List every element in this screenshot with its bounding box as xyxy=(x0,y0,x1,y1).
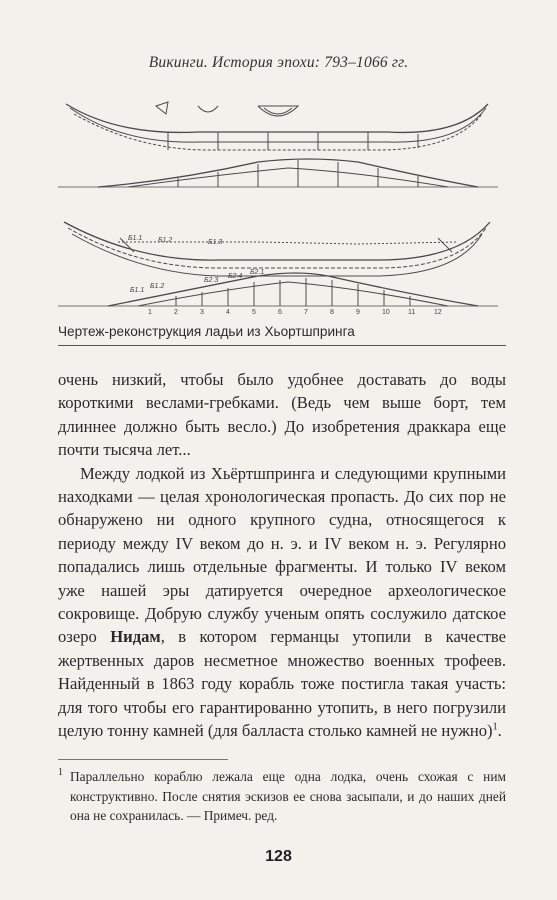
paragraph: очень низкий, чтобы было удобнее доставать до воды короткими веслами-гребками. (Ведь чем выше борт, тем длиннее должно быть весло.) До изобретения драккара еще почти тысяча лет... xyxy=(58,370,506,460)
plank-label: Б2.3 xyxy=(204,277,219,284)
running-header: Викинги. История эпохи: 793–1066 гг. xyxy=(148,54,409,71)
station-number: 2 xyxy=(174,309,178,316)
plank-label: Б1.1 xyxy=(128,235,143,242)
station-number: 5 xyxy=(252,309,256,316)
station-number: 1 xyxy=(148,309,152,316)
station-number: 4 xyxy=(226,309,230,316)
footnote-ref[interactable]: 1 xyxy=(492,721,498,733)
plank-label: Б1.2 xyxy=(150,283,165,290)
station-number: 12 xyxy=(434,309,442,316)
station-number: 10 xyxy=(382,309,390,316)
paragraph-text: Между лодкой из Хьёртшпринга и следующими крупными находками — целая хронологическая пропасть. До сих пор не обнаружено ни одного крупного судна, относящегося к периоду между IV веком до н. э. и IV веком н. э. Регулярно попадались лишь отдельные фрагменты. И только IV веком уже нашей эры датируется очередное археологическое сокровище. Добрую службу ученым опять сослужило датское озеро xyxy=(58,463,506,647)
station-number: 7 xyxy=(304,309,308,316)
station-number: 8 xyxy=(330,309,334,316)
paragraph-end: . xyxy=(497,721,502,741)
footnote-divider xyxy=(58,759,228,760)
footnote xyxy=(58,767,506,826)
paragraph-text: , в котором германцы утопили в качестве жертвенных даров несметное множество военных трофеев. Найденный в 1863 году корабль тоже постигла такая участь: для того чтобы его гарантированно утопить, в него погрузили целую тонну камней (для балласта столько камней не нужно) xyxy=(58,627,506,741)
lake-name: Нидам xyxy=(110,627,161,647)
footnote-text: Параллельно кораблю лежала еще одна лодка, очень схожая с ним конструктивно. После снятия эскизов ее снова засыпали, и до наших дней она не сохранилась. — Примеч. ред. xyxy=(70,769,506,823)
page-number: 128 xyxy=(265,848,292,865)
plank-label: Б2.1 xyxy=(250,269,265,276)
figure-caption: Чертеж-реконструкция ладьи из Хьортшпринга xyxy=(58,324,506,346)
station-number: 6 xyxy=(278,309,282,316)
boat-drawing xyxy=(58,92,506,318)
station-number: 11 xyxy=(408,309,416,316)
boat-drawing-figure xyxy=(58,92,506,318)
plank-label: Б1.3 xyxy=(208,239,223,246)
paragraph xyxy=(58,462,506,743)
footnote-mark: 1 xyxy=(58,767,63,778)
station-number: 9 xyxy=(356,309,360,316)
main-text xyxy=(58,368,506,743)
plank-label: Б2.4 xyxy=(228,273,243,280)
plank-label: Б1.1 xyxy=(130,287,145,294)
plank-label: Б1.2 xyxy=(158,237,173,244)
station-number: 3 xyxy=(200,309,204,316)
